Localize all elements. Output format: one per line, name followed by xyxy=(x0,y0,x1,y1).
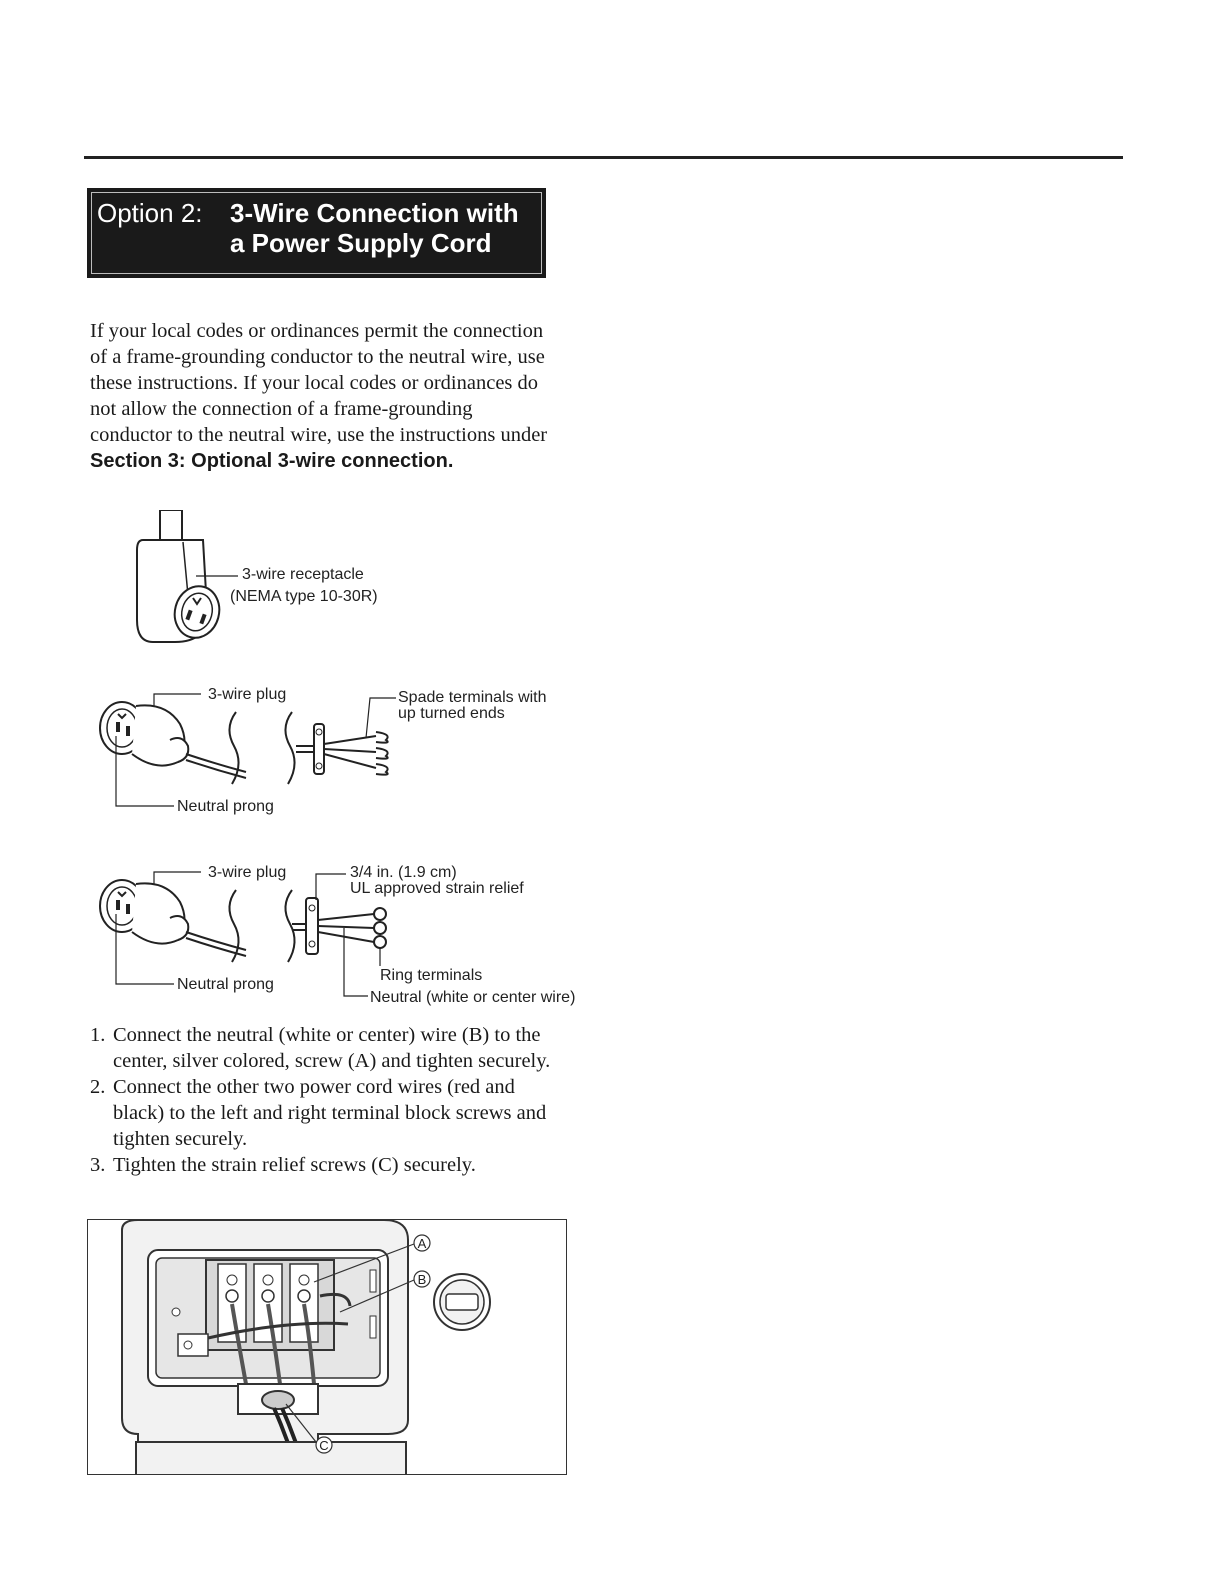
section-banner xyxy=(87,188,546,278)
receptacle-leader-line xyxy=(196,572,241,582)
step-item xyxy=(90,1074,560,1152)
callout-b: B xyxy=(417,1272,427,1287)
title-line-1: 3-Wire Connection with xyxy=(230,198,519,228)
callout-c: C xyxy=(319,1438,329,1453)
plug-label: 3-wire plug xyxy=(208,686,287,703)
strain-relief-label-2: UL approved strain relief xyxy=(350,880,524,897)
spade-label-1: Spade terminals with xyxy=(398,689,547,706)
option-label: Option 2: xyxy=(97,198,203,228)
strain-relief-label-1: 3/4 in. (1.9 cm) xyxy=(350,864,457,881)
section-title xyxy=(230,198,519,258)
step-number: 3. xyxy=(90,1154,106,1176)
spade-label-2: up turned ends xyxy=(398,705,505,722)
neutral-wire-label: Neutral (white or center wire) xyxy=(370,989,576,1006)
neutral-prong-label: Neutral prong xyxy=(177,798,274,815)
header-rule xyxy=(84,156,1123,159)
terminal-block-drawing xyxy=(88,1220,566,1474)
receptacle-label-2: (NEMA type 10-30R) xyxy=(230,588,378,605)
receptacle-label-1: 3-wire receptacle xyxy=(242,566,364,583)
title-line-2: a Power Supply Cord xyxy=(230,228,492,258)
plug-label-2: 3-wire plug xyxy=(208,864,287,881)
intro-text: If your local codes or ordinances permit the connection of a frame-grounding conductor to the neutral wire, use these instructions. If your local codes or ordinances do not allow the connection of a frame-grounding conductor to the neutral wire, use the instructions under xyxy=(90,320,548,446)
step-text: Connect the other two power cord wires (red and black) to the left and right terminal block screws and tighten securely. xyxy=(113,1076,547,1150)
step-item xyxy=(90,1152,560,1178)
step-text: Connect the neutral (white or center) wire (B) to the center, silver colored, screw (A) and tighten securely. xyxy=(113,1024,551,1072)
callout-a: A xyxy=(417,1236,427,1251)
plug-spade-illustration xyxy=(96,684,416,814)
step-number: 1. xyxy=(90,1024,106,1046)
step-item xyxy=(90,1022,560,1074)
section-reference: Section 3: Optional 3-wire connection. xyxy=(90,450,454,472)
terminal-block-illustration xyxy=(87,1219,567,1475)
intro-paragraph xyxy=(90,318,550,474)
step-text: Tighten the strain relief screws (C) securely. xyxy=(113,1154,476,1176)
ring-terminals-label: Ring terminals xyxy=(380,967,483,984)
instruction-steps xyxy=(90,1022,560,1178)
step-number: 2. xyxy=(90,1076,106,1098)
neutral-prong-label-2: Neutral prong xyxy=(177,976,274,993)
